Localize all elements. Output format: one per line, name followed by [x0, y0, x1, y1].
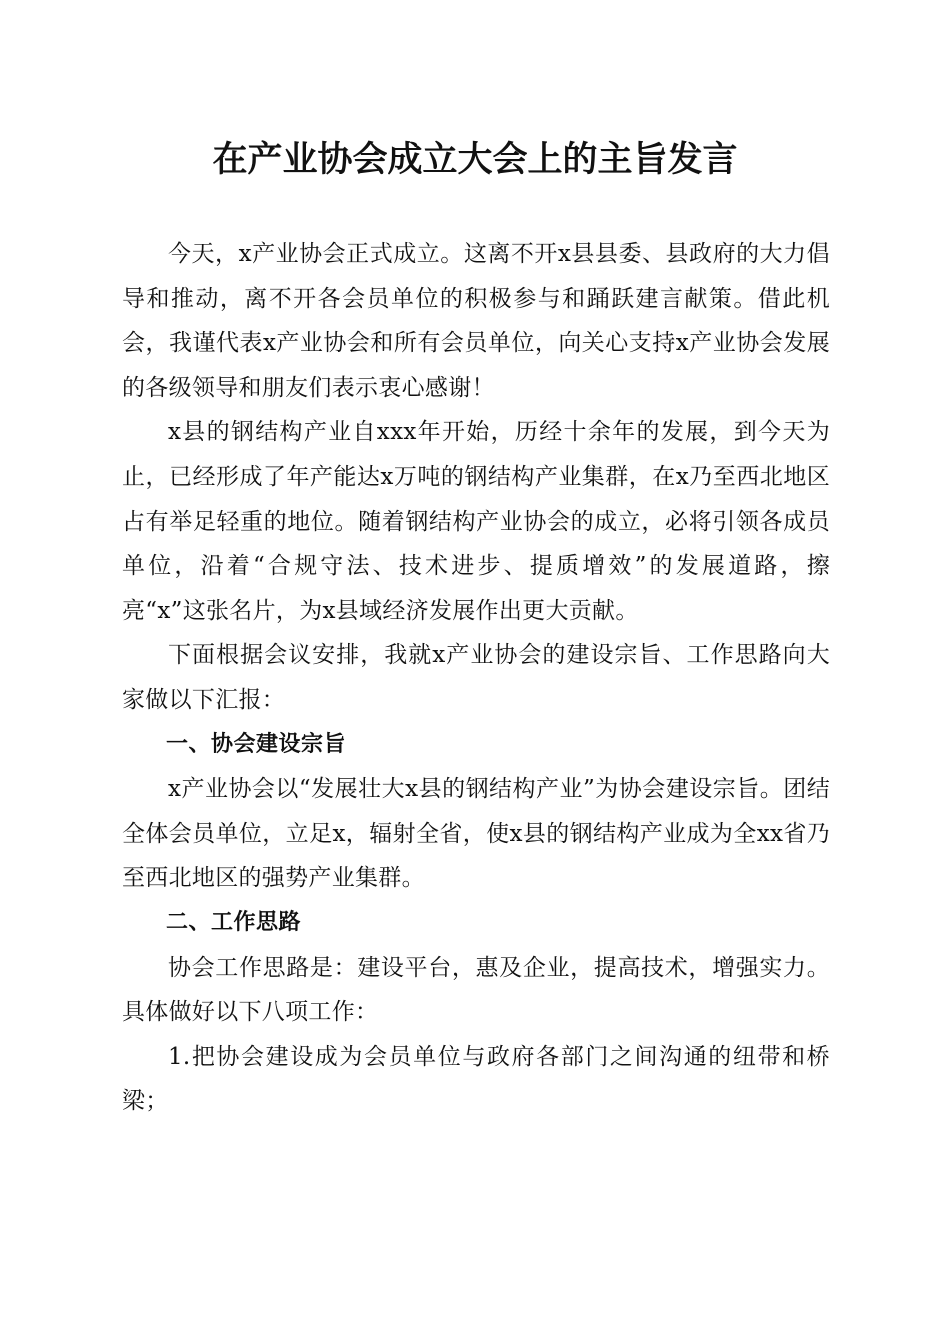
- list-item-1: 1.把协会建设成为会员单位与政府各部门之间沟通的纽带和桥梁；: [122, 1043, 830, 1115]
- section-heading-purpose: 一、协会建设宗旨: [166, 731, 347, 757]
- section-heading-work-ideas: 二、工作思路: [166, 909, 302, 935]
- paragraph-industry-development: x县的钢结构产业自xxx年开始，历经十余年的发展，到今天为止，已经形成了年产能达x万吨的钢结构产业集群，在x乃至西北地区占有举足轻重的地位。随着钢结构产业协会的成立，必将引领各成员单位，沿着“合规守法、技术进步、提质增效”的发展道路，擦亮“x”这张名片，为x县域经济发展作出更大贡献。: [122, 419, 830, 624]
- paragraph-report-intro: 下面根据会议安排，我就x产业协会的建设宗旨、工作思路向大家做以下汇报：: [122, 642, 830, 713]
- paragraph-opening: 今天，x产业协会正式成立。这离不开x县县委、县政府的大力倡导和推动，离不开各会员单位的积极参与和踊跃建言献策。借此机会，我谨代表x产业协会和所有会员单位，向关心支持x产业协会发展的各级领导和朋友们表示衷心感谢！: [122, 241, 830, 401]
- paragraph-work-ideas: 协会工作思路是：建设平台，惠及企业，提高技术，增强实力。具体做好以下八项工作：: [122, 954, 830, 1026]
- document-body: [122, 232, 830, 1124]
- paragraph-purpose: x产业协会以“发展壮大x县的钢结构产业”为协会建设宗旨。团结全体会员单位，立足x，辐射全省，使x县的钢结构产业成为全xx省乃至西北地区的强势产业集群。: [122, 776, 830, 892]
- document-title: 在产业协会成立大会上的主旨发言: [212, 139, 738, 180]
